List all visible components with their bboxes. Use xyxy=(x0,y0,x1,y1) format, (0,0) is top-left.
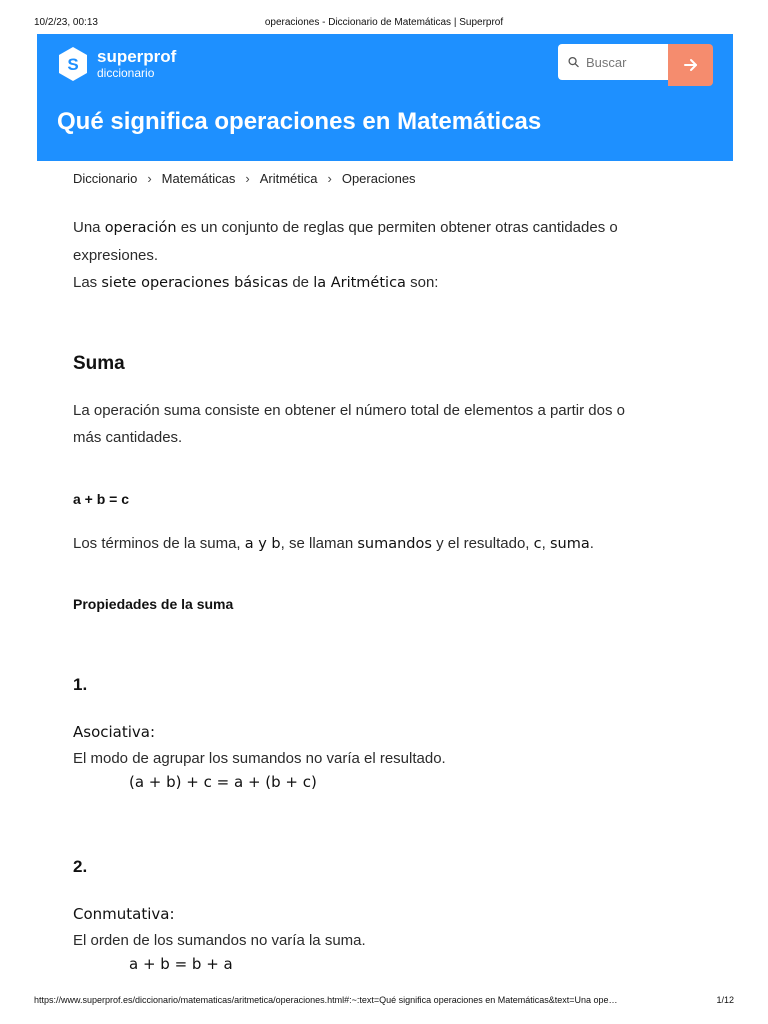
intro-line-2: expresiones. xyxy=(73,247,159,264)
property-asociativa: Asociativa: El modo de agrupar los sumandos no varía el resultado. (a + b) + c = a + (b + c) xyxy=(73,720,693,791)
property-description: El orden de los sumandos no varía la suma. xyxy=(73,932,366,949)
breadcrumb-matematicas[interactable]: Matemáticas xyxy=(161,171,236,186)
print-url: https://www.superprof.es/diccionario/matematicas/aritmetica/operaciones.html#:~:text=Qué significa operaciones en Matemáticas&text=Una ope… xyxy=(34,995,618,1005)
brand-subtitle: diccionario xyxy=(97,66,155,80)
property-number: 1. xyxy=(73,675,88,694)
breadcrumb xyxy=(73,171,416,186)
breadcrumb-aritmetica[interactable]: Aritmética xyxy=(259,171,318,186)
intro-paragraph xyxy=(73,214,693,297)
chevron-right-icon: › xyxy=(147,171,152,186)
breadcrumb-diccionario[interactable]: Diccionario xyxy=(73,171,138,186)
property-name: Asociativa xyxy=(73,723,150,741)
logo-letter: S xyxy=(67,55,79,74)
page-title: Qué significa operaciones en Matemáticas xyxy=(57,108,542,135)
intro-line-3: Las siete operaciones básicas de la Aritmética son: xyxy=(73,274,439,291)
chevron-right-icon: › xyxy=(245,171,250,186)
term-operacion: operación xyxy=(104,220,177,236)
search-bar xyxy=(558,44,713,85)
suma-description xyxy=(73,397,693,451)
suma-desc-line-1: La operación suma consiste en obtener el número total de elementos a partir dos o xyxy=(73,402,625,419)
print-date: 10/2/23, 00:13 xyxy=(34,17,98,28)
property-name: Conmutativa xyxy=(73,905,170,923)
chevron-right-icon: › xyxy=(327,171,332,186)
term-aritmetica: la Aritmética xyxy=(313,275,406,291)
property-conmutativa: Conmutativa: El orden de los sumandos no varía la suma. a + b = b + a xyxy=(73,902,693,973)
search-input[interactable] xyxy=(584,54,668,71)
superprof-hexagon-icon xyxy=(57,46,89,82)
section-heading-suma: Suma xyxy=(73,353,125,374)
print-header xyxy=(0,0,768,30)
brand-name: superprof xyxy=(97,47,177,66)
property-equation: (a + b) + c = a + (b + c) xyxy=(129,773,317,791)
intro-line-1: Una operación es un conjunto de reglas que permiten obtener otras cantidades o xyxy=(73,219,618,236)
breadcrumb-operaciones[interactable]: Operaciones xyxy=(341,171,416,186)
search-icon xyxy=(568,56,579,68)
print-page-title: operaciones - Diccionario de Matemáticas | Superprof xyxy=(264,17,504,28)
propiedades-heading: Propiedades de la suma xyxy=(73,596,234,612)
property-description: El modo de agrupar los sumandos no varía el resultado. xyxy=(73,750,446,767)
search-box[interactable] xyxy=(558,44,668,80)
suma-formula: a + b = c xyxy=(73,491,130,507)
arrow-right-icon xyxy=(683,58,699,72)
superprof-logo[interactable] xyxy=(57,46,176,82)
property-equation: a + b = b + a xyxy=(129,955,233,973)
term-siete-operaciones: siete operaciones básicas xyxy=(101,275,289,291)
suma-terms: Los términos de la suma, a y b, se llaman sumandos y el resultado, c, suma. xyxy=(73,535,594,552)
print-page-number: 1/12 xyxy=(716,995,734,1005)
search-submit-button[interactable] xyxy=(668,44,713,86)
header-banner xyxy=(37,34,733,161)
suma-desc-line-2: más cantidades. xyxy=(73,429,183,446)
property-number: 2. xyxy=(73,857,88,876)
